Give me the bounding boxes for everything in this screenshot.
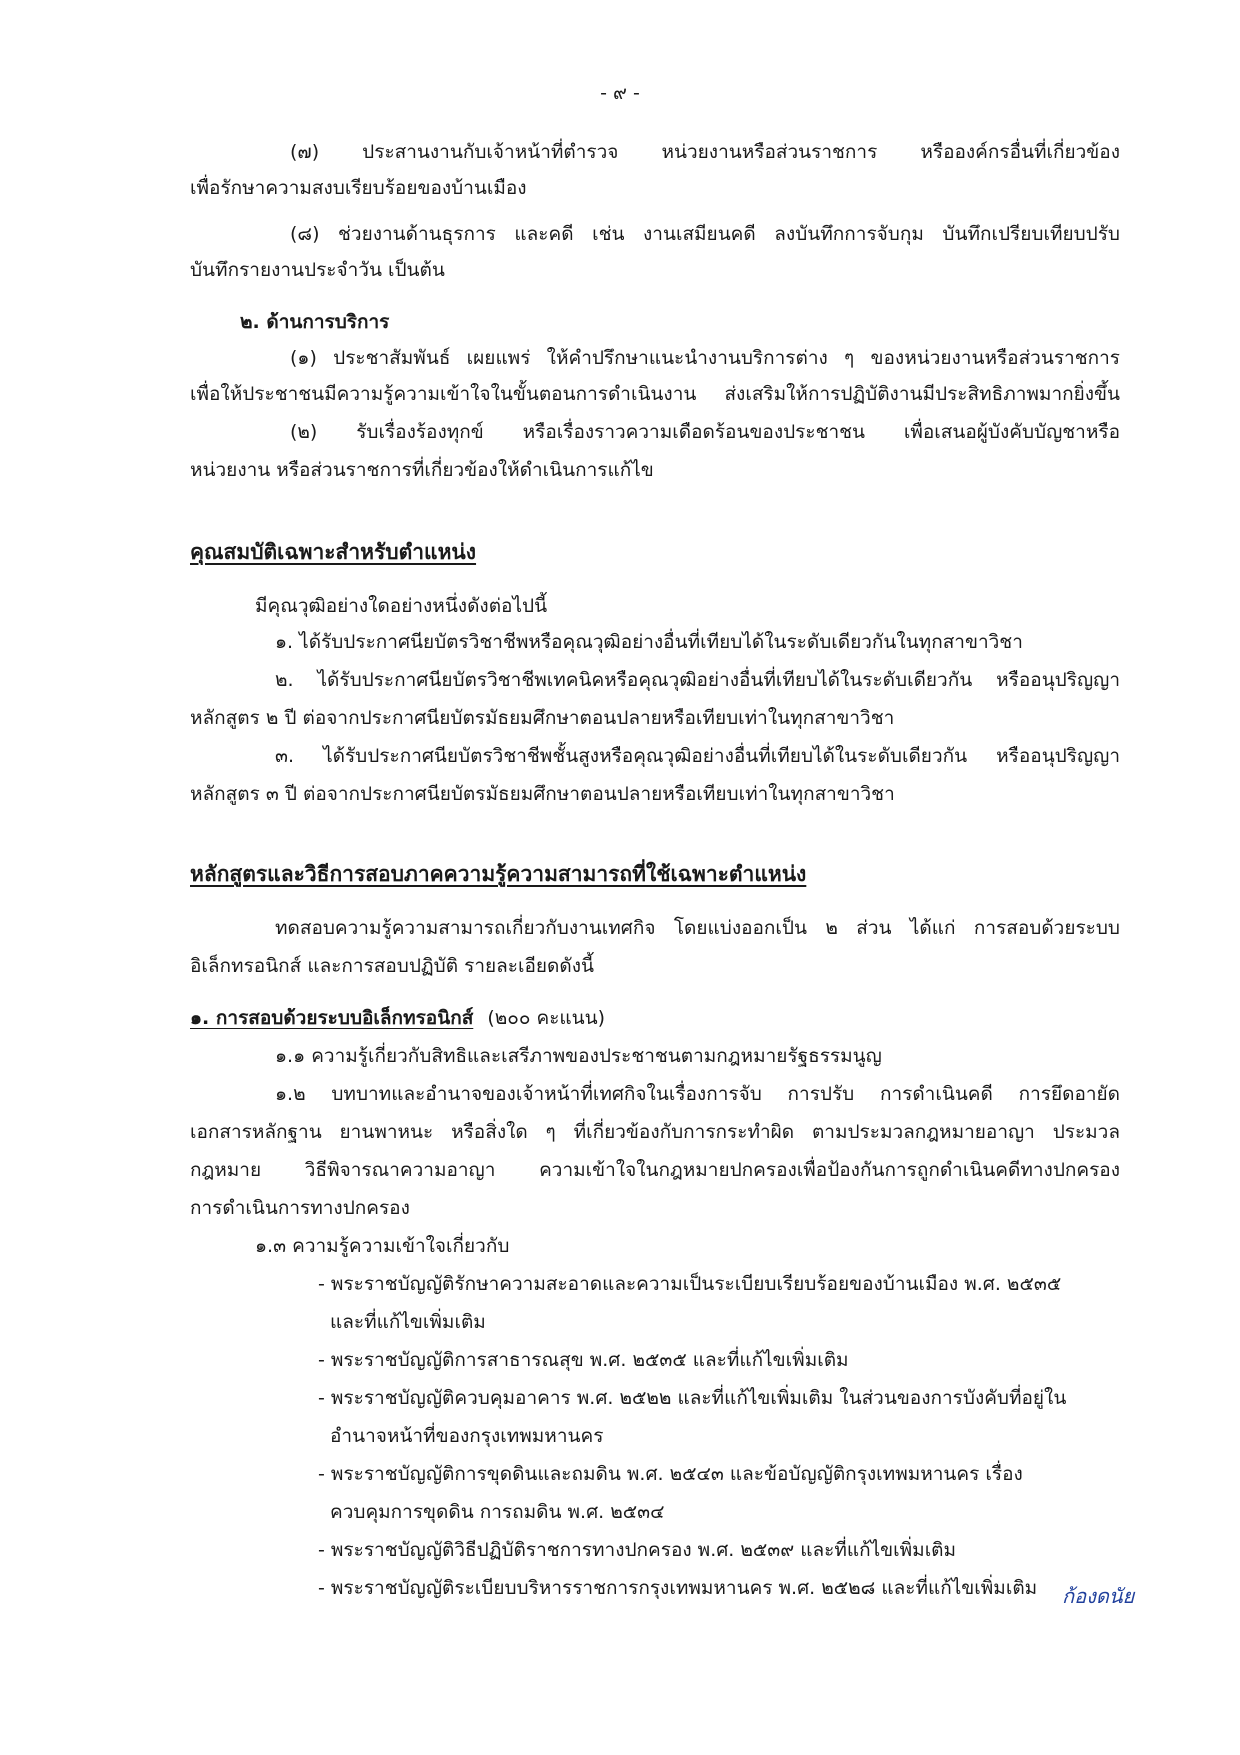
duty-item-8-line-2: บันทึกรายงานประจำวัน เป็นต้น [190,259,445,281]
exam-intro-line-1: ทดสอบความรู้ความสามารถเกี่ยวกับงานเทศกิจ โดยแบ่งออกเป็น ๒ ส่วน ได้แก่ การสอบด้วยระบบ [275,917,1120,939]
exam-item-1-2-line-2: เอกสารหลักฐาน ยานพาหนะ หรือสิ่งใด ๆ ที่เกี่ยวข้องกับการกระทำผิด ตามประมวลกฎหมายอาญา ประมวล [190,1121,1120,1143]
qualification-item-1: ๑. ได้รับประกาศนียบัตรวิชาชีพหรือคุณวุฒิอย่างอื่นที่เทียบได้ในระดับเดียวกันในทุกสาขาวิชา [275,631,1023,653]
exam-item-1-2-line-1: ๑.๒ บทบาทและอำนาจของเจ้าหน้าที่เทศกิจในเรื่องการจับ การปรับ การดำเนินคดี การยึดอายัด [275,1083,1120,1105]
duty-item-7-line-1: (๗) ประสานงานกับเจ้าหน้าที่ตำรวจ หน่วยงานหรือส่วนราชการ หรือองค์กรอื่นที่เกี่ยวข้อง [290,141,1120,163]
exam-section-1-title: ๑. การสอบด้วยระบบอิเล็กทรอนิกส์ [190,1007,474,1029]
service-item-1-line-2: เพื่อให้ประชาชนมีความรู้ความเข้าใจในขั้นตอนการดำเนินงาน ส่งเสริมให้การปฏิบัติงานมีประสิทธิภาพมากยิ่งขึ้น [190,383,1120,405]
page-number: - ๙ - [600,82,640,104]
service-item-2-line-2: หน่วยงาน หรือส่วนราชการที่เกี่ยวข้องให้ดำเนินการแก้ไข [190,459,654,481]
qualifications-heading: คุณสมบัติเฉพาะสำหรับตำแหน่ง [190,540,477,564]
law-item-1-line-1: - พระราชบัญญัติรักษาความสะอาดและความเป็นระเบียบเรียบร้อยของบ้านเมือง พ.ศ. ๒๕๓๕ [318,1273,1062,1295]
qualifications-intro: มีคุณวุฒิอย่างใดอย่างหนึ่งดังต่อไปนี้ [255,595,548,617]
exam-item-1-3: ๑.๓ ความรู้ความเข้าใจเกี่ยวกับ [255,1235,510,1257]
qualification-item-2-line-2: หลักสูตร ๒ ปี ต่อจากประกาศนียบัตรมัธยมศึกษาตอนปลายหรือเทียบเท่าในทุกสาขาวิชา [190,707,895,729]
exam-section-1-points: (๒๐๐ คะแนน) [487,1007,606,1029]
duty-item-8-line-1: (๘) ช่วยงานด้านธุรการ และคดี เช่น งานเสมียนคดี ลงบันทึกการจับกุม บันทึกเปรียบเทียบปรับ [290,223,1120,245]
exam-item-1-2-line-3: กฎหมาย วิธีพิจารณาความอาญา ความเข้าใจในกฎหมายปกครองเพื่อป้องกันการถูกดำเนินคดีทางปกครอง [190,1159,1120,1181]
law-item-6: - พระราชบัญญัติระเบียบบริหารราชการกรุงเทพมหานคร พ.ศ. ๒๕๒๘ และที่แก้ไขเพิ่มเติม [318,1577,1038,1599]
duty-item-7-line-2: เพื่อรักษาความสงบเรียบร้อยของบ้านเมือง [190,177,527,199]
service-item-1-line-1: (๑) ประชาสัมพันธ์ เผยแพร่ ให้คำปรึกษาแนะนำงานบริการต่าง ๆ ของหน่วยงานหรือส่วนราชการ [290,347,1120,369]
law-item-1-line-2: และที่แก้ไขเพิ่มเติม [330,1311,486,1333]
exam-heading: หลักสูตรและวิธีการสอบภาคความรู้ความสามารถที่ใช้เฉพาะตำแหน่ง [190,862,807,886]
qualification-item-2-line-1: ๒. ได้รับประกาศนียบัตรวิชาชีพเทคนิคหรือคุณวุฒิอย่างอื่นที่เทียบได้ในระดับเดียวกัน หรืออนุปริญญา [275,669,1120,691]
service-heading: ๒. ด้านการบริการ [240,311,390,333]
exam-section-1-heading [190,1008,605,1030]
law-item-3-line-1: - พระราชบัญญัติควบคุมอาคาร พ.ศ. ๒๕๒๒ และที่แก้ไขเพิ่มเติม ในส่วนของการบังคับที่อยู่ใน [318,1387,1067,1409]
service-item-2-line-1: (๒) รับเรื่องร้องทุกข์ หรือเรื่องราวความเดือดร้อนของประชาชน เพื่อเสนอผู้บังคับบัญชาหรือ [290,421,1120,443]
law-item-4-line-2: ควบคุมการขุดดิน การถมดิน พ.ศ. ๒๕๓๔ [330,1501,665,1523]
law-item-2: - พระราชบัญญัติการสาธารณสุข พ.ศ. ๒๕๓๕ และที่แก้ไขเพิ่มเติม [318,1349,849,1371]
law-item-3-line-2: อำนาจหน้าที่ของกรุงเทพมหานคร [330,1425,604,1447]
law-item-5: - พระราชบัญญัติวิธีปฏิบัติราชการทางปกครอง พ.ศ. ๒๕๓๙ และที่แก้ไขเพิ่มเติม [318,1539,957,1561]
qualification-item-3-line-1: ๓. ได้รับประกาศนียบัตรวิชาชีพชั้นสูงหรือคุณวุฒิอย่างอื่นที่เทียบได้ในระดับเดียวกัน หรืออนุปริญญา [275,745,1120,767]
exam-item-1-1: ๑.๑ ความรู้เกี่ยวกับสิทธิและเสรีภาพของประชาชนตามกฎหมายรัฐธรรมนูญ [275,1045,882,1067]
law-item-4-line-1: - พระราชบัญญัติการขุดดินและถมดิน พ.ศ. ๒๕๔๓ และข้อบัญญัติกรุงเทพมหานคร เรื่อง [318,1463,1023,1485]
exam-intro-line-2: อิเล็กทรอนิกส์ และการสอบปฏิบัติ รายละเอียดดังนี้ [190,955,594,977]
handwritten-signature: ก้องดนัย [1062,1584,1135,1608]
exam-item-1-2-line-4: การดำเนินการทางปกครอง [190,1197,410,1219]
qualification-item-3-line-2: หลักสูตร ๓ ปี ต่อจากประกาศนียบัตรมัธยมศึกษาตอนปลายหรือเทียบเท่าในทุกสาขาวิชา [190,783,895,805]
